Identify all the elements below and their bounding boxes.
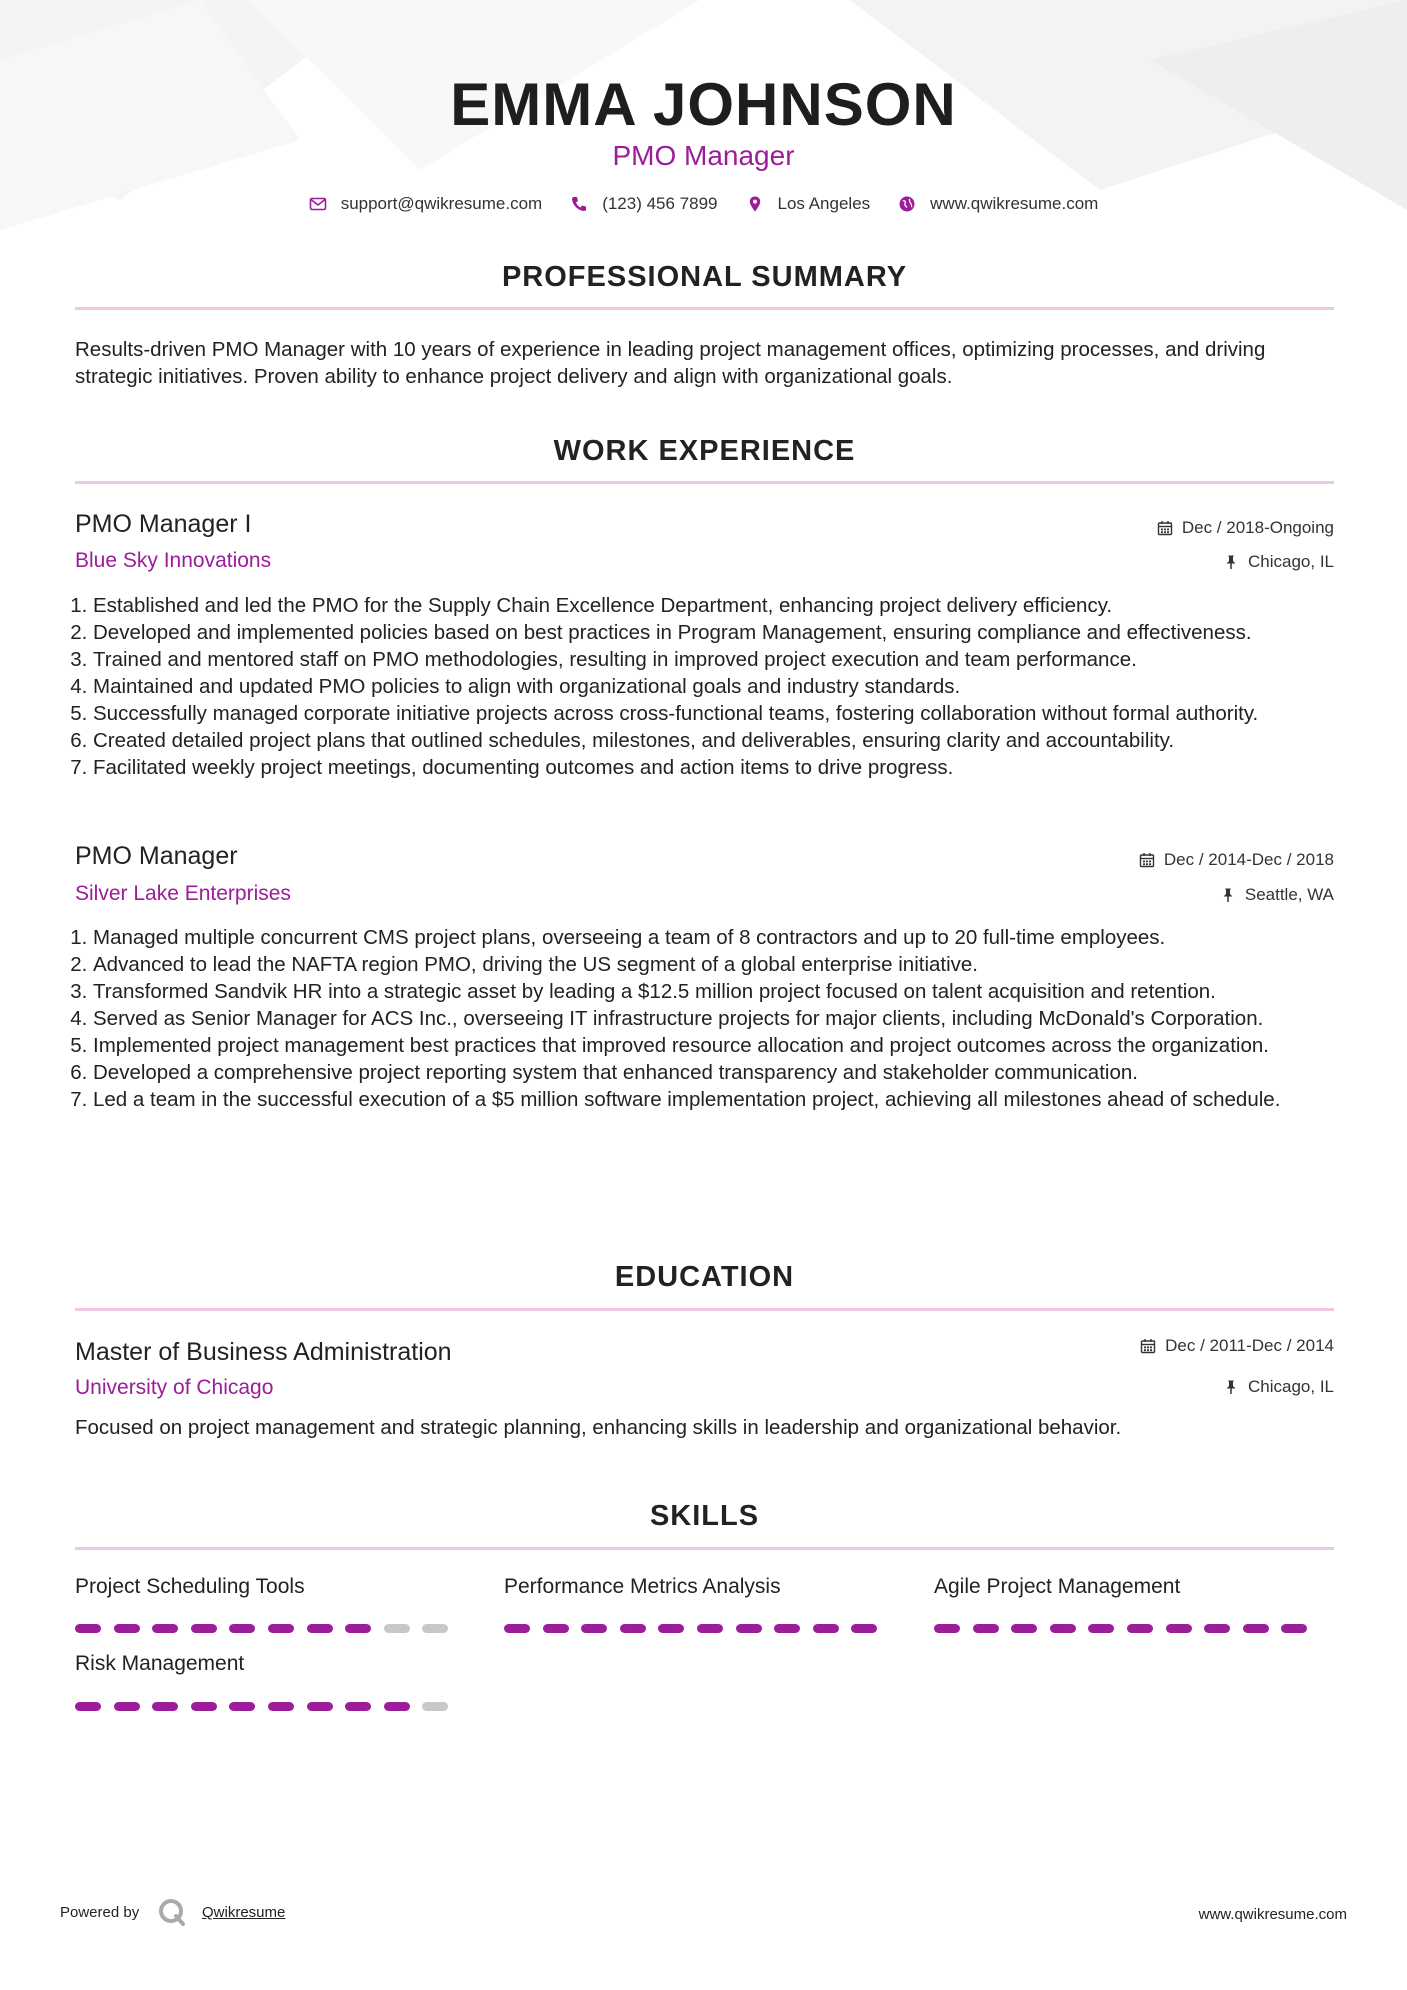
job-location — [1220, 885, 1334, 905]
list-item: 5. Implemented project management best practices that improved resource allocation and project outcomes across the organization. — [93, 1032, 1363, 1059]
list-item: 7. Facilitated weekly project meetings, documenting outcomes and action items to drive progress. — [93, 754, 1363, 781]
skill-segment-filled — [934, 1624, 960, 1633]
skill-segment-filled — [384, 1702, 410, 1711]
skill-segment-filled — [1204, 1624, 1230, 1633]
skill-segment-empty — [422, 1624, 448, 1633]
contact-phone-text: (123) 456 7899 — [602, 194, 718, 213]
skill-name: Project Scheduling Tools — [75, 1575, 305, 1598]
list-item: 6. Developed a comprehensive project reporting system that enhanced transparency and stakeholder communication. — [93, 1059, 1363, 1086]
list-item: 2. Advanced to lead the NAFTA region PMO, driving the US segment of a global enterprise initiative. — [93, 951, 1363, 978]
skill-segment-filled — [191, 1624, 217, 1633]
skill-segment-filled — [114, 1702, 140, 1711]
skill-segment-filled — [152, 1624, 178, 1633]
calendar-icon — [1139, 852, 1155, 868]
skill-name: Performance Metrics Analysis — [504, 1575, 781, 1598]
skill-segment-filled — [75, 1624, 101, 1633]
education-heading: EDUCATION — [614, 1261, 795, 1293]
skill-level-bar — [934, 1624, 1314, 1634]
map-pin-icon — [746, 195, 764, 213]
skill-segment-filled — [504, 1624, 530, 1633]
list-item: 3. Transformed Sandvik HR into a strategic asset by leading a $12.5 million project focused on talent acquisition and retention. — [93, 978, 1363, 1005]
list-item: 4. Served as Senior Manager for ACS Inc., overseeing IT infrastructure projects for major clients, including McDonald's Corporation. — [93, 1005, 1363, 1032]
summary-text: Results-driven PMO Manager with 10 years of experience in leading project management offices, optimizing processes, and driving strategic initiatives. Proven ability to enhance project delivery and align with organizational goals. — [75, 338, 1266, 388]
skill-segment-empty — [384, 1624, 410, 1633]
phone-icon — [570, 195, 588, 213]
skill-segment-filled — [736, 1624, 762, 1633]
contact-website-text: www.qwikresume.com — [930, 194, 1099, 213]
experience-divider — [75, 481, 1334, 484]
job-responsibilities — [75, 924, 1363, 1113]
footer-brand-link[interactable]: Qwikresume — [202, 1904, 286, 1921]
job-dates — [1139, 850, 1334, 870]
skill-segment-filled — [543, 1624, 569, 1633]
footer-website[interactable]: www.qwikresume.com — [1198, 1906, 1347, 1923]
skill-level-bar — [75, 1624, 455, 1634]
contact-bar — [0, 194, 1407, 214]
contact-email[interactable] — [309, 194, 543, 214]
skill-segment-filled — [774, 1624, 800, 1633]
skill-segment-filled — [581, 1624, 607, 1633]
skill-segment-filled — [191, 1702, 217, 1711]
skill-segment-filled — [1050, 1624, 1076, 1633]
skill-segment-filled — [1127, 1624, 1153, 1633]
skill-segment-filled — [620, 1624, 646, 1633]
education-dates-text: Dec / 2011-Dec / 2014 — [1165, 1336, 1334, 1355]
skills-divider — [75, 1547, 1334, 1550]
skill-segment-filled — [307, 1624, 333, 1633]
calendar-icon — [1140, 1338, 1156, 1354]
skill-segment-filled — [1088, 1624, 1114, 1633]
skill-segment-filled — [1011, 1624, 1037, 1633]
skills-heading: SKILLS — [649, 1500, 760, 1532]
job-dates-text: Dec / 2014-Dec / 2018 — [1163, 850, 1334, 869]
skill-segment-filled — [973, 1624, 999, 1633]
education-location-text: Chicago, IL — [1248, 1377, 1334, 1396]
education-divider — [75, 1308, 1334, 1311]
skill-segment-filled — [229, 1702, 255, 1711]
pushpin-icon — [1220, 887, 1236, 903]
skill-segment-filled — [1281, 1624, 1307, 1633]
skill-segment-filled — [1243, 1624, 1269, 1633]
candidate-role: PMO Manager — [612, 140, 795, 171]
envelope-icon — [309, 195, 327, 213]
list-item: 2. Developed and implemented policies based on best practices in Program Management, ensuring compliance and effectiveness. — [93, 619, 1363, 646]
education-dates — [1140, 1336, 1334, 1356]
summary-heading: PROFESSIONAL SUMMARY — [501, 261, 908, 293]
job-location-text: Chicago, IL — [1248, 552, 1334, 571]
skill-segment-filled — [152, 1702, 178, 1711]
skill-segment-filled — [851, 1624, 877, 1633]
summary-divider — [75, 307, 1334, 310]
list-item: 3. Trained and mentored staff on PMO methodologies, resulting in improved project execution and team performance. — [93, 646, 1363, 673]
job-company: Blue Sky Innovations — [75, 549, 272, 572]
school-name: University of Chicago — [75, 1376, 274, 1399]
skill-segment-filled — [307, 1702, 333, 1711]
skill-segment-filled — [345, 1624, 371, 1633]
list-item: 1. Managed multiple concurrent CMS project plans, overseeing a team of 8 contractors and up to 20 full-time employees. — [93, 924, 1363, 951]
job-title: PMO Manager I — [75, 510, 252, 538]
contact-location-text: Los Angeles — [777, 194, 871, 213]
skill-segment-filled — [114, 1624, 140, 1633]
skill-segment-filled — [1166, 1624, 1192, 1633]
job-dates — [1157, 518, 1334, 538]
contact-website[interactable] — [898, 194, 1098, 214]
job-location-text: Seattle, WA — [1244, 885, 1334, 904]
skill-level-bar — [504, 1624, 884, 1634]
footer-powered-by: Powered by — [60, 1904, 140, 1921]
education-location — [1223, 1377, 1334, 1397]
degree-title: Master of Business Administration — [75, 1338, 452, 1366]
skill-segment-filled — [268, 1702, 294, 1711]
job-dates-text: Dec / 2018-Ongoing — [1181, 518, 1334, 537]
job-company: Silver Lake Enterprises — [75, 882, 291, 905]
pushpin-icon — [1223, 1379, 1239, 1395]
globe-icon — [898, 195, 916, 213]
job-location — [1223, 552, 1334, 572]
skill-segment-filled — [229, 1624, 255, 1633]
skill-segment-filled — [268, 1624, 294, 1633]
list-item: 4. Maintained and updated PMO policies to align with organizational goals and industry standards. — [93, 673, 1363, 700]
list-item: 6. Created detailed project plans that outlined schedules, milestones, and deliverables, ensuring clarity and accountability. — [93, 727, 1363, 754]
skill-segment-filled — [345, 1702, 371, 1711]
skill-segment-empty — [422, 1702, 448, 1711]
skill-name: Risk Management — [75, 1652, 245, 1675]
contact-email-text: support@qwikresume.com — [340, 194, 543, 213]
experience-heading: WORK EXPERIENCE — [553, 435, 856, 467]
contact-phone[interactable] — [570, 194, 717, 214]
skill-level-bar — [75, 1702, 455, 1712]
skill-segment-filled — [813, 1624, 839, 1633]
calendar-icon — [1157, 520, 1173, 536]
skill-segment-filled — [658, 1624, 684, 1633]
candidate-name: EMMA JOHNSON — [450, 71, 957, 138]
education-description: Focused on project management and strategic planning, enhancing skills in leadership and organizational behavior. — [75, 1416, 1122, 1439]
skill-segment-filled — [75, 1702, 101, 1711]
pushpin-icon — [1223, 554, 1239, 570]
qwikresume-logo-icon — [157, 1897, 187, 1927]
skill-name: Agile Project Management — [934, 1575, 1181, 1598]
list-item: 5. Successfully managed corporate initiative projects across cross-functional teams, fostering collaboration without formal authority. — [93, 700, 1363, 727]
job-title: PMO Manager — [75, 842, 238, 870]
skill-segment-filled — [697, 1624, 723, 1633]
list-item: 7. Led a team in the successful execution of a $5 million software implementation project, achieving all milestones ahead of schedule. — [93, 1086, 1363, 1113]
contact-location — [746, 194, 871, 214]
list-item: 1. Established and led the PMO for the Supply Chain Excellence Department, enhancing project delivery efficiency. — [93, 592, 1363, 619]
job-responsibilities — [75, 592, 1363, 781]
